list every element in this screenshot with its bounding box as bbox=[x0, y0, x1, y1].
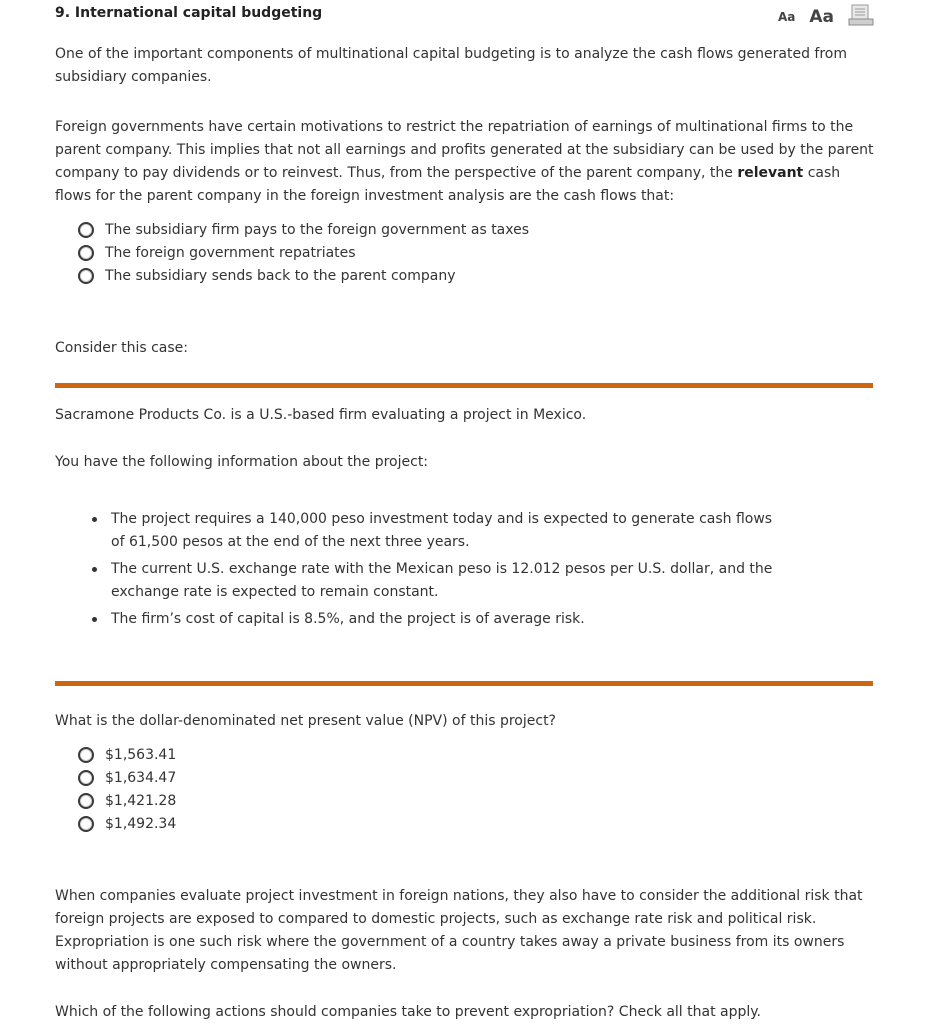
question2-option[interactable]: $1,563.41 bbox=[78, 743, 176, 766]
question-title: 9. International capital budgeting bbox=[55, 5, 323, 21]
case-info-lead: You have the following information about the project: bbox=[55, 454, 429, 470]
list-item: The project requires a 140,000 peso investment today and is expected to generate cash flows of 61,500 pesos at the end of the next three years. bbox=[90, 508, 790, 554]
case-bullets bbox=[90, 508, 790, 635]
intro-paragraph: One of the important components of multinational capital budgeting is to analyze the cash flows generated from subsidiary companies. bbox=[55, 46, 847, 85]
question1-paragraph bbox=[55, 116, 875, 208]
case-divider-top bbox=[55, 383, 873, 388]
risk-paragraph: When companies evaluate project investment in foreign nations, they also have to consider the additional risk that foreign projects are exposed to compared to domestic projects, such as exchange rate risk and political risk. Expropriation is one such risk where the government of a country takes away a private business from its owners without appropriately compensating the owners. bbox=[55, 888, 863, 973]
print-icon[interactable] bbox=[848, 4, 874, 30]
toolbar bbox=[778, 4, 874, 30]
question1-options bbox=[78, 218, 529, 287]
question1-text-after: cash flows for the parent company in the foreign investment analysis are the cash flows that: bbox=[55, 165, 841, 204]
consider-label: Consider this case: bbox=[55, 340, 188, 356]
list-item: The current U.S. exchange rate with the Mexican peso is 12.012 pesos per U.S. dollar, and the exchange rate is expected to remain constant. bbox=[90, 558, 790, 604]
case-divider-bottom bbox=[55, 681, 873, 686]
question2-option[interactable]: $1,421.28 bbox=[78, 789, 176, 812]
question2-option[interactable]: $1,492.34 bbox=[78, 812, 176, 835]
radio-icon[interactable] bbox=[78, 245, 94, 261]
font-size-small-button[interactable]: Aa bbox=[777, 10, 796, 24]
list-item: The firm’s cost of capital is 8.5%, and the project is of average risk. bbox=[90, 608, 790, 631]
question1-option[interactable]: The subsidiary sends back to the parent company bbox=[78, 264, 529, 287]
question1-option[interactable]: The foreign government repatriates bbox=[78, 241, 529, 264]
radio-icon[interactable] bbox=[78, 222, 94, 238]
case-intro: Sacramone Products Co. is a U.S.-based firm evaluating a project in Mexico. bbox=[55, 407, 587, 423]
radio-icon[interactable] bbox=[78, 770, 94, 786]
radio-icon[interactable] bbox=[78, 268, 94, 284]
question3-text: Which of the following actions should companies take to prevent expropriation? Check all that apply. bbox=[55, 1004, 761, 1020]
question1-option[interactable]: The subsidiary firm pays to the foreign government as taxes bbox=[78, 218, 529, 241]
question2-options bbox=[78, 743, 176, 835]
question2-text: What is the dollar-denominated net present value (NPV) of this project? bbox=[55, 713, 556, 729]
radio-icon[interactable] bbox=[78, 793, 94, 809]
radio-icon[interactable] bbox=[78, 747, 94, 763]
question2-option[interactable]: $1,634.47 bbox=[78, 766, 176, 789]
radio-icon[interactable] bbox=[78, 816, 94, 832]
question1-bold-word: relevant bbox=[737, 165, 804, 181]
font-size-large-button[interactable]: Aa bbox=[809, 7, 834, 27]
question1-text-before: Foreign governments have certain motivations to restrict the repatriation of earnings of multinational firms to the parent company. This implies that not all earnings and profits generated at the subsidiary can be used by the parent company to pay dividends or to reinvest. Thus, from the perspective of the parent company, the bbox=[55, 119, 874, 181]
